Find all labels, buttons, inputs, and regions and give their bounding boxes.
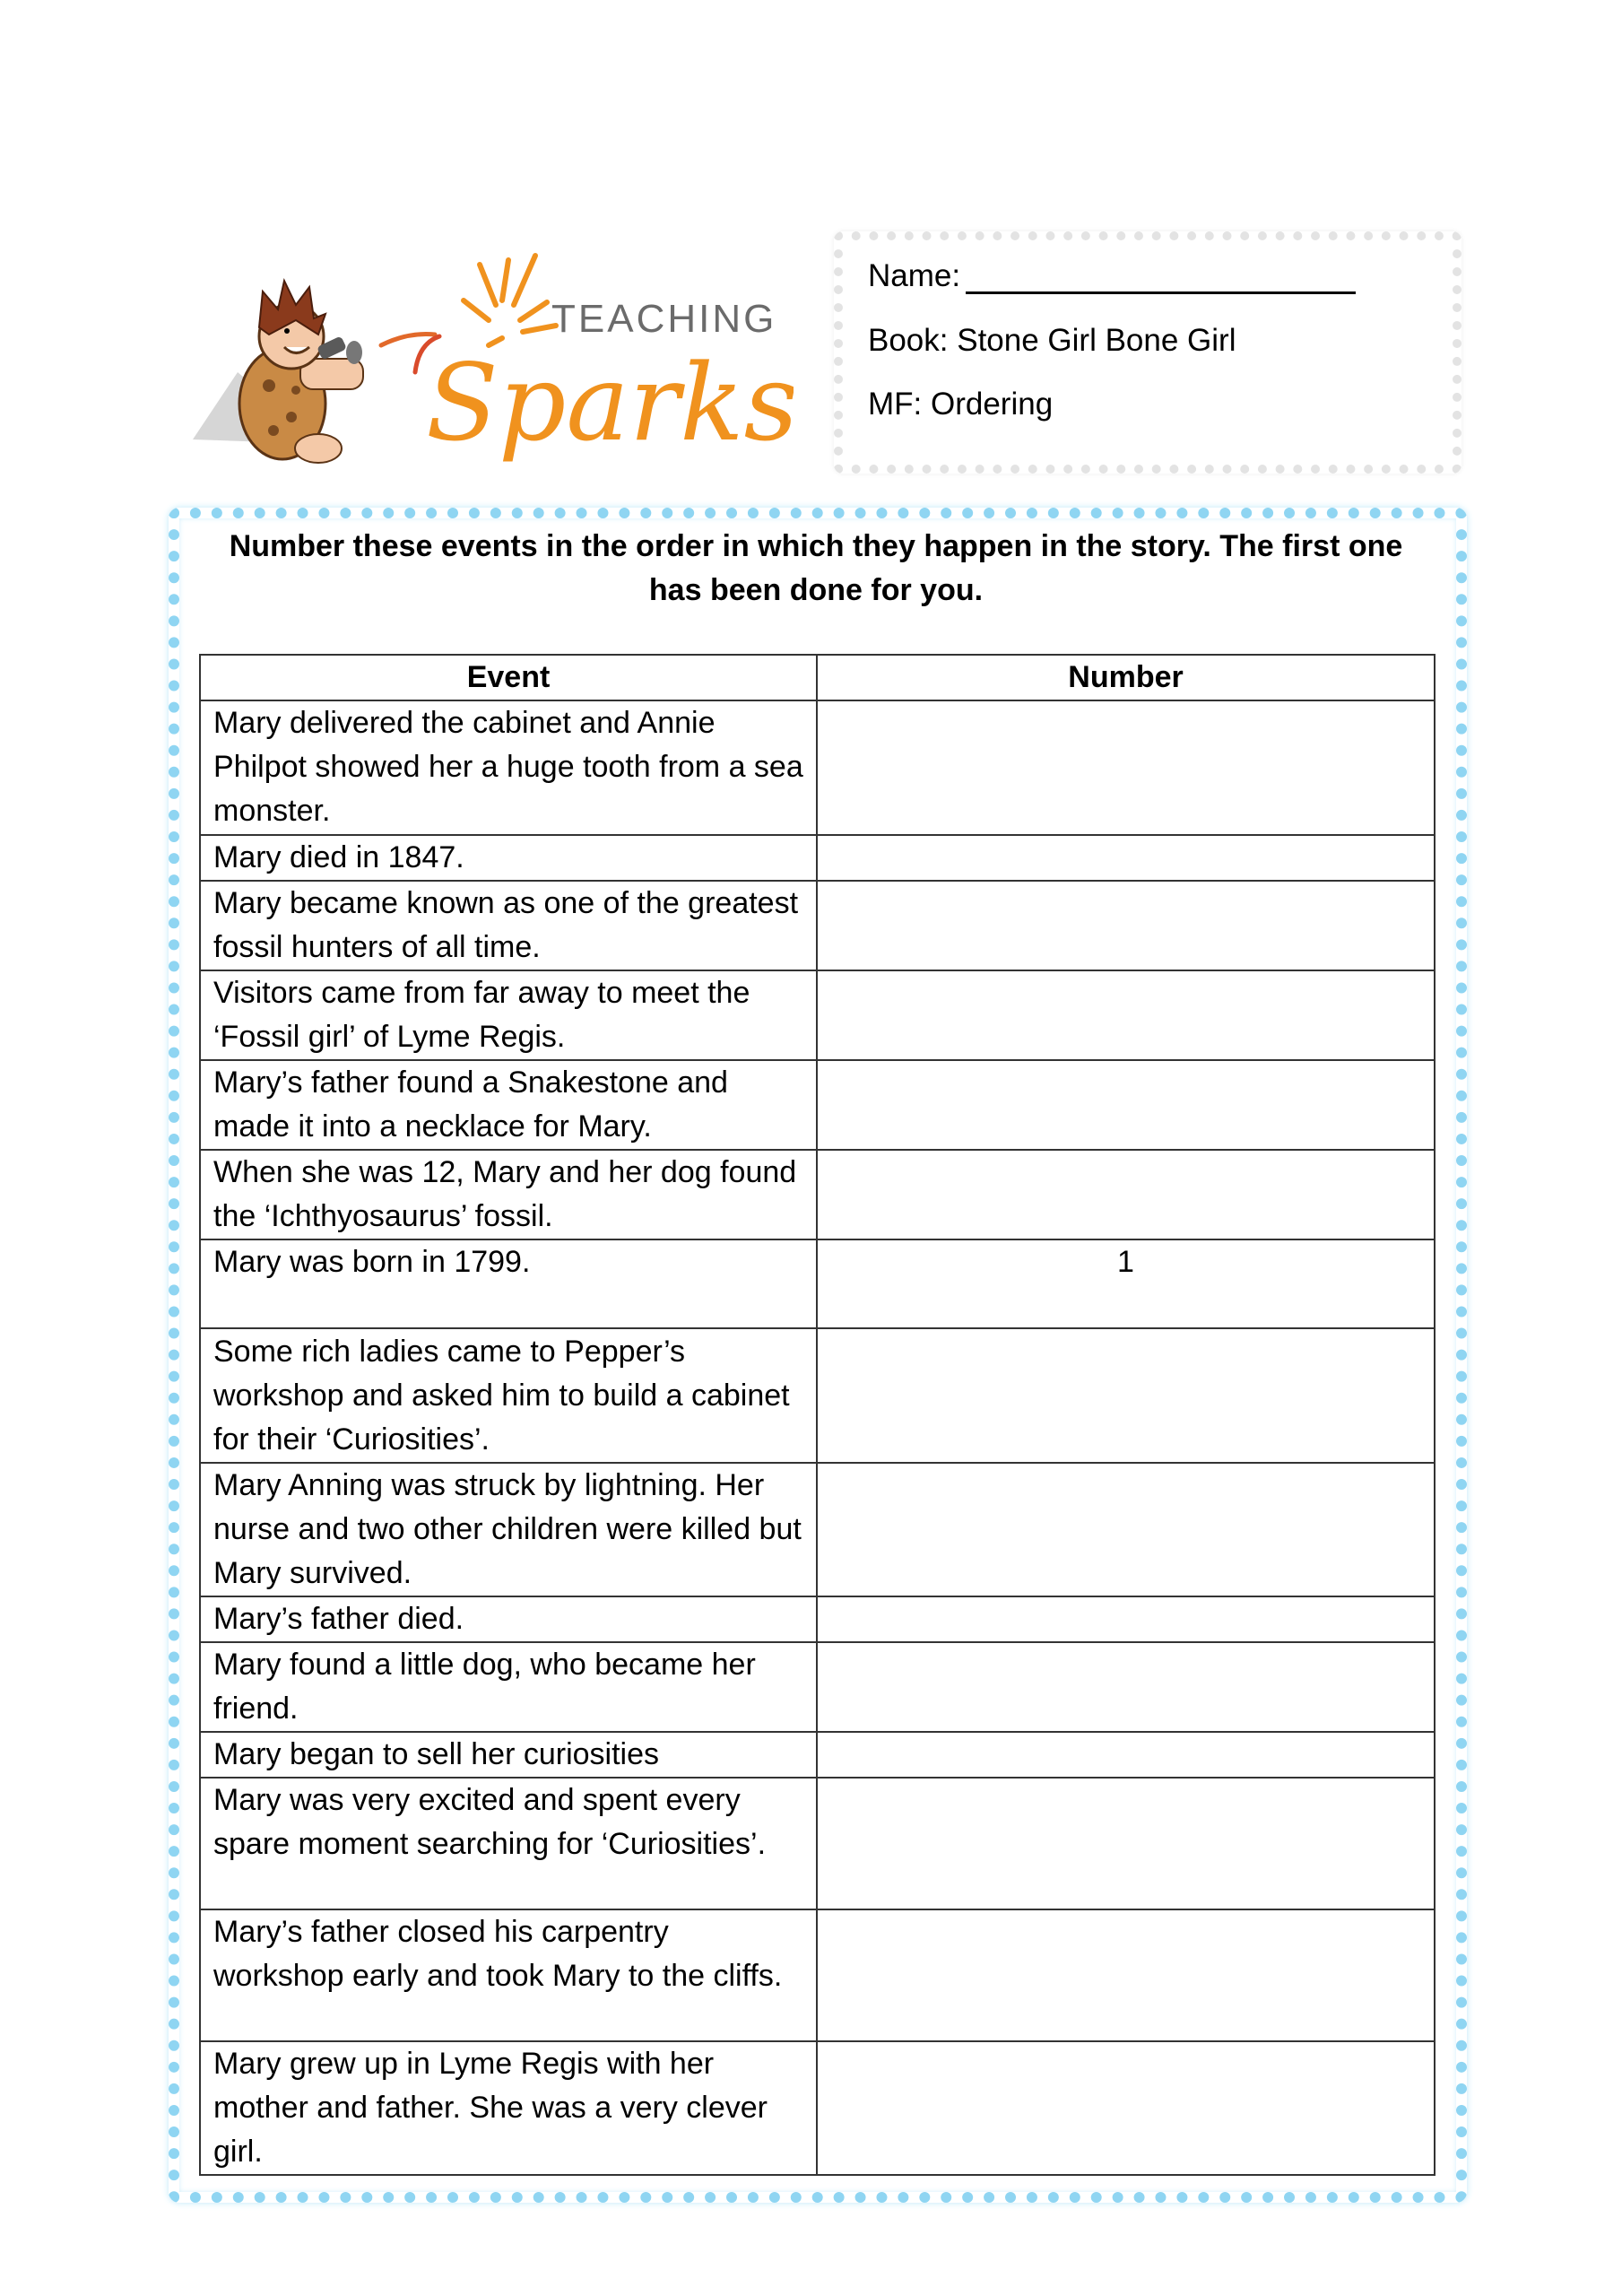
number-cell[interactable] bbox=[817, 1060, 1435, 1150]
event-cell: Mary grew up in Lyme Regis with her mother and father. She was a very clever girl. bbox=[200, 2041, 817, 2175]
table-row bbox=[200, 1239, 1435, 1328]
teaching-sparks-logo bbox=[184, 238, 794, 480]
event-cell: Mary’s father found a Snakestone and made it into a necklace for Mary. bbox=[200, 1060, 817, 1150]
event-cell: Mary died in 1847. bbox=[200, 835, 817, 881]
table-row bbox=[200, 1642, 1435, 1732]
event-cell: Visitors came from far away to meet the ‘Fossil girl’ of Lyme Regis. bbox=[200, 970, 817, 1060]
book-title: Book: Stone Girl Bone Girl bbox=[868, 323, 1236, 358]
table-row bbox=[200, 2041, 1435, 2175]
event-cell: Mary became known as one of the greatest fossil hunters of all time. bbox=[200, 881, 817, 970]
table-row bbox=[200, 835, 1435, 881]
number-cell[interactable] bbox=[817, 1150, 1435, 1239]
table-row bbox=[200, 1596, 1435, 1642]
table-row bbox=[200, 1463, 1435, 1596]
spark-rays-icon bbox=[464, 256, 556, 345]
logo-graphic bbox=[184, 238, 794, 480]
instructions: Number these events in the order in which they happen in the story. The first one has been done for you. bbox=[229, 529, 1403, 607]
number-cell[interactable] bbox=[817, 2041, 1435, 2175]
number-cell[interactable] bbox=[817, 1909, 1435, 2041]
event-cell: Mary began to sell her curiosities bbox=[200, 1732, 817, 1778]
table-row bbox=[200, 1060, 1435, 1150]
name-underline[interactable] bbox=[966, 263, 1356, 294]
number-cell[interactable] bbox=[817, 1463, 1435, 1596]
event-cell: Mary’s father closed his carpentry workshop early and took Mary to the cliffs. bbox=[200, 1909, 817, 2041]
event-cell: When she was 12, Mary and her dog found the ‘Ichthyosaurus’ fossil. bbox=[200, 1150, 817, 1239]
number-cell[interactable] bbox=[817, 1328, 1435, 1463]
number-cell[interactable] bbox=[817, 881, 1435, 970]
name-field[interactable] bbox=[868, 258, 1356, 294]
table-header-row bbox=[200, 655, 1435, 700]
header-number: Number bbox=[817, 655, 1435, 700]
number-cell[interactable] bbox=[817, 970, 1435, 1060]
number-cell[interactable] bbox=[817, 1642, 1435, 1732]
logo-text-sparks: Sparks bbox=[426, 341, 794, 465]
table-row bbox=[200, 700, 1435, 835]
logo-text-teaching: TEACHING bbox=[551, 297, 777, 341]
table-row bbox=[200, 970, 1435, 1060]
table-row bbox=[200, 1150, 1435, 1239]
event-cell: Mary Anning was struck by lightning. Her nurse and two other children were killed but Mary survived. bbox=[200, 1463, 817, 1596]
student-info-box bbox=[834, 231, 1462, 474]
header-event: Event bbox=[200, 655, 817, 700]
event-cell: Mary was born in 1799. bbox=[200, 1239, 817, 1328]
table-row bbox=[200, 1909, 1435, 2041]
event-cell: Mary delivered the cabinet and Annie Philpot showed her a huge tooth from a sea monster. bbox=[200, 700, 817, 835]
table-row bbox=[200, 1328, 1435, 1463]
event-cell: Mary’s father died. bbox=[200, 1596, 817, 1642]
number-cell[interactable] bbox=[817, 1732, 1435, 1778]
table-row bbox=[200, 1778, 1435, 1909]
event-cell: Mary found a little dog, who became her friend. bbox=[200, 1642, 817, 1732]
table-row bbox=[200, 1732, 1435, 1778]
number-cell[interactable] bbox=[817, 1778, 1435, 1909]
mf-label: MF: Ordering bbox=[868, 387, 1054, 422]
table-row bbox=[200, 881, 1435, 970]
number-cell[interactable] bbox=[817, 1596, 1435, 1642]
event-cell: Some rich ladies came to Pepper’s workshop and asked him to build a cabinet for their ‘Curiosities’. bbox=[200, 1328, 817, 1463]
number-cell[interactable]: 1 bbox=[817, 1239, 1435, 1328]
name-label: Name: bbox=[868, 258, 961, 293]
number-cell[interactable] bbox=[817, 835, 1435, 881]
event-cell: Mary was very excited and spent every spare moment searching for ‘Curiosities’. bbox=[200, 1778, 817, 1909]
events-table bbox=[199, 654, 1436, 2176]
number-cell[interactable] bbox=[817, 700, 1435, 835]
